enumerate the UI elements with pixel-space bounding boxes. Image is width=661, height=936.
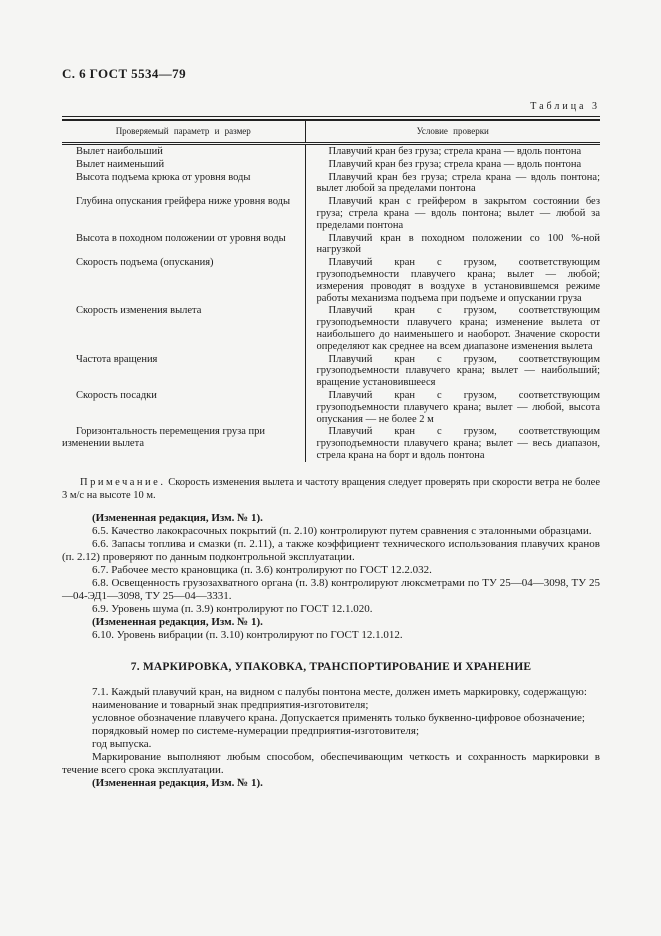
table-row (62, 304, 600, 352)
paragraph-6-8: 6.8. Освещенность грузозахватного органа (п. 3.8) контролируют люксметрами по ТУ 25—04—3098, ТУ 25—04-ЭД1—3098, ТУ 25—04—3331. (62, 577, 600, 603)
condition-text: Плавучий кран без груза; стрела крана — вдоль понтона; вылет любой за пределами понтона (316, 171, 600, 195)
condition-text: Плавучий кран без груза; стрела крана — вдоль понтона (328, 158, 582, 170)
paragraph-6-7: 6.7. Рабочее место крановщика (п. 3.6) контролируют по ГОСТ 12.2.032. (92, 564, 432, 577)
condition-text: Плавучий кран с грейфером в закрытом состоянии без груза; стрела крана — вдоль понтона; вылет — любой за пределами понтона (316, 196, 600, 231)
paragraph-amended-1: (Измененная редакция, Изм. № 1). (92, 512, 263, 525)
param-text: Вылет наибольший (76, 146, 163, 157)
condition-cell (305, 256, 600, 304)
parameters-table (62, 121, 600, 462)
param-text: Вылет наименьший (76, 158, 165, 170)
marking-list-item-1: наименование и товарный знак предприятия-изготовителя; (92, 699, 369, 712)
condition-text: Плавучий кран без груза; стрела крана — вдоль понтона (328, 146, 582, 157)
table-row (62, 425, 600, 461)
note-label: Примечание. (80, 476, 166, 488)
page-header: С. 6 ГОСТ 5534—79 (62, 66, 186, 81)
param-cell (62, 389, 305, 425)
paragraph-amended-3: (Измененная редакция, Изм. № 1). (92, 777, 263, 790)
param-text: Высота в походном положении от уровня воды (76, 232, 286, 244)
paragraph-6-9: 6.9. Уровень шума (п. 3.9) контролируют по ГОСТ 12.1.020. (92, 603, 373, 616)
paragraph-7-1: 7.1. Каждый плавучий кран, на видном с палубы понтона месте, должен иметь маркировку, содержащую: (92, 686, 587, 699)
condition-text: Плавучий кран с грузом, соответствующим грузоподъемности плавучего крана; изменение вылета от наибольшего до наименьшего и наоборот. Значение скорости определяют как среднее на всем диапазоне изменения вылета (316, 305, 600, 352)
paragraph-6-10: 6.10. Уровень вибрации (п. 3.10) контролируют по ГОСТ 12.1.012. (92, 629, 403, 642)
table-note (62, 476, 600, 502)
param-cell (62, 171, 305, 196)
table-row (62, 171, 600, 196)
condition-cell (305, 171, 600, 196)
table-row (62, 389, 600, 425)
param-cell (62, 195, 305, 231)
condition-text: Плавучий кран с грузом, соответствующим грузоподъемности плавучего крана; вылет — любой, высота опускания — не более 2 м (316, 389, 600, 425)
paragraph-6-6: 6.6. Запасы топлива и смазки (п. 2.11), а также коэффициент технического использования плавучих кранов (п. 2.12) проверяют по данным подконтрольной эксплуатации. (62, 538, 600, 564)
param-text: Высота подъема крюка от уровня воды (76, 171, 251, 183)
param-cell (62, 304, 305, 352)
condition-text: Плавучий кран с грузом, соответствующим грузоподъемности плавучего крана; вылет — наибольший; вращение установившееся (316, 353, 600, 389)
param-cell (62, 232, 305, 257)
marking-list-item-4: год выпуска. (92, 738, 152, 751)
param-text: Горизонтальность перемещения груза при изменении вылета (62, 426, 266, 450)
section-7-heading: 7. МАРКИРОВКА, УПАКОВКА, ТРАНСПОРТИРОВАНИЕ И ХРАНЕНИЕ (130, 661, 532, 674)
condition-cell (305, 304, 600, 352)
param-cell (62, 425, 305, 461)
condition-cell (305, 158, 600, 171)
column-header-condition: Условие проверки (305, 121, 600, 144)
param-cell (62, 353, 305, 389)
param-cell (62, 256, 305, 304)
param-text: Частота вращения (76, 353, 158, 365)
condition-cell (305, 425, 600, 461)
condition-cell (305, 144, 600, 158)
param-text: Скорость изменения вылета (76, 305, 202, 317)
table-row (62, 256, 600, 304)
condition-text: Плавучий кран с грузом, соответствующим грузоподъемности плавучего крана; вылет — весь диапазон, стрела крана на борт и вдоль понтона (316, 426, 600, 461)
paragraph-marking: Маркирование выполняют любым способом, обеспечивающим четкость и сохранность маркировки в течение всего срока эксплуатации. (62, 751, 600, 777)
paragraph-6-5: 6.5. Качество лакокрасочных покрытий (п. 2.10) контролируют путем сравнения с эталонными образцами. (92, 525, 592, 538)
table-header-row (62, 121, 600, 144)
note-text: Скорость изменения вылета и частоту вращения следует проверять при скорости ветра не более 3 м/с на высоте 10 м. (62, 476, 600, 501)
param-text: Скорость посадки (76, 389, 157, 401)
condition-cell (305, 195, 600, 231)
param-text: Глубина опускания грейфера ниже уровня воды (76, 196, 291, 208)
condition-text: Плавучий кран с грузом, соответствующим грузоподъемности плавучего крана; вылет — любой; измерения проводят в воздухе в установившемся режиме работы механизма подъема при подъеме и опускании груза (316, 257, 600, 304)
condition-cell (305, 232, 600, 257)
table-row (62, 144, 600, 158)
marking-list-item-2: условное обозначение плавучего крана. Допускается применять только буквенно-цифровое обозначение; (92, 712, 585, 725)
condition-text: Плавучий кран в походном положении со 100 %-ной нагрузкой (316, 232, 600, 256)
condition-cell (305, 353, 600, 389)
marking-list-item-3: порядковый номер по системе-нумерации предприятия-изготовителя; (92, 725, 420, 738)
table-caption: Таблица 3 (530, 101, 600, 112)
table-row (62, 232, 600, 257)
param-cell (62, 144, 305, 158)
param-text: Скорость подъема (опускания) (76, 257, 214, 269)
condition-cell (305, 389, 600, 425)
column-header-param: Проверяемый параметр и размер (62, 121, 305, 144)
table-row (62, 353, 600, 389)
paragraph-amended-2: (Измененная редакция, Изм. № 1). (92, 616, 263, 629)
table-row (62, 158, 600, 171)
param-cell (62, 158, 305, 171)
table-row (62, 195, 600, 231)
